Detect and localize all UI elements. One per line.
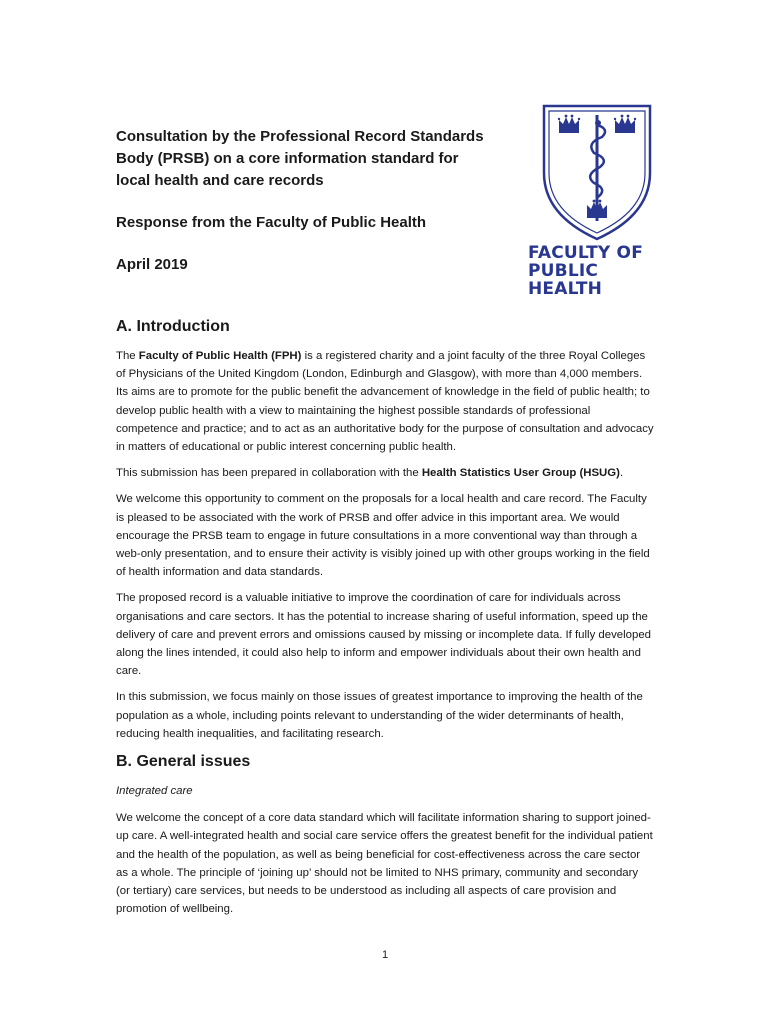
general-paragraph-1: We welcome the concept of a core data standard which will facilitate information sharing to support joined-up care. A well-integrated health and social care service offers the greatest benefit for the individual patient and the health of the population, as well as being beneficial for cost-effectiveness across the care sector as a whole. The principle of ‘joining up’ should not be limited to NHS primary, community and secondary (or tertiary) care services, but needs to be understood as including all aspects of care provision and promotion of wellbeing. (116, 812, 653, 916)
intro-p2-text-end: . (619, 467, 624, 480)
logo-line-2: PUBLIC HEALTH (528, 261, 603, 299)
intro-paragraph-2 (116, 464, 654, 482)
title-block (116, 126, 496, 276)
logo-line-1: FACULTY OF (528, 243, 644, 263)
intro-paragraph-3: We welcome this opportunity to comment on the proposals for a local health and care record. The Faculty is pleased to be associated with the work of PRSB and offer advice in this important area. We would encourage the PRSB team to engage in future consultations in a more conventional way than through a web-only presentation, and to ensure their activity is visibly joined up with other groups working in the field of health information and data standards. (116, 493, 650, 579)
intro-p1-bold-fph: Faculty of Public Health (FPH) (138, 350, 302, 362)
intro-paragraph-1 (116, 347, 654, 456)
intro-paragraph-4: The proposed record is a valuable initiative to improve the coordination of care for individuals across organisations and care sectors. It has the potential to increase sharing of useful information, speed up the delivery of care and prevent errors and omissions caused by missing or incomplete data. If fully developed along the lines intended, it could also help to inform and empower individuals about their own health and care. (116, 592, 652, 678)
intro-paragraph-5: In this submission, we focus mainly on those issues of greatest importance to improving the health of the population as a whole, including points relevant to understanding of the wider determinants of health, reducing health inequalities, and facilitating research. (116, 691, 643, 740)
crest-shield-icon (522, 103, 672, 243)
document-body (116, 316, 654, 926)
subheading-integrated-care: Integrated care (116, 785, 193, 798)
intro-p1-text-end: is a registered charity and a joint faculty of the three Royal Colleges of Physicians of the United Kingdom (London, Edinburgh and Glasgow), with more than 4,000 members. Its aims are to promote for the public benefit the advancement of knowledge in the field of public health; to develop public health with a view to maintaining the highest possible standards of professional competence and practice; and to act as an authoritative body for the purpose of consultation and advocacy in matters of educational or public interest concerning public health. (116, 350, 654, 454)
section-heading-general-issues: B. General issues (116, 753, 251, 771)
intro-p2-text-start: This submission has been prepared in collaboration with the (116, 467, 422, 480)
document-date: April 2019 (116, 256, 188, 273)
document-subtitle: Response from the Faculty of Public Health (116, 214, 427, 231)
page-number: 1 (381, 949, 389, 961)
document-title: Consultation by the Professional Record Standards Body (PRSB) on a core information standard for local health and care records (116, 128, 484, 189)
faculty-logo-text (528, 244, 678, 298)
section-heading-introduction: A. Introduction (116, 318, 230, 335)
intro-p1-text-start: The (116, 350, 139, 362)
intro-p2-bold-hsug: Health Statistics User Group (HSUG) (421, 467, 620, 480)
